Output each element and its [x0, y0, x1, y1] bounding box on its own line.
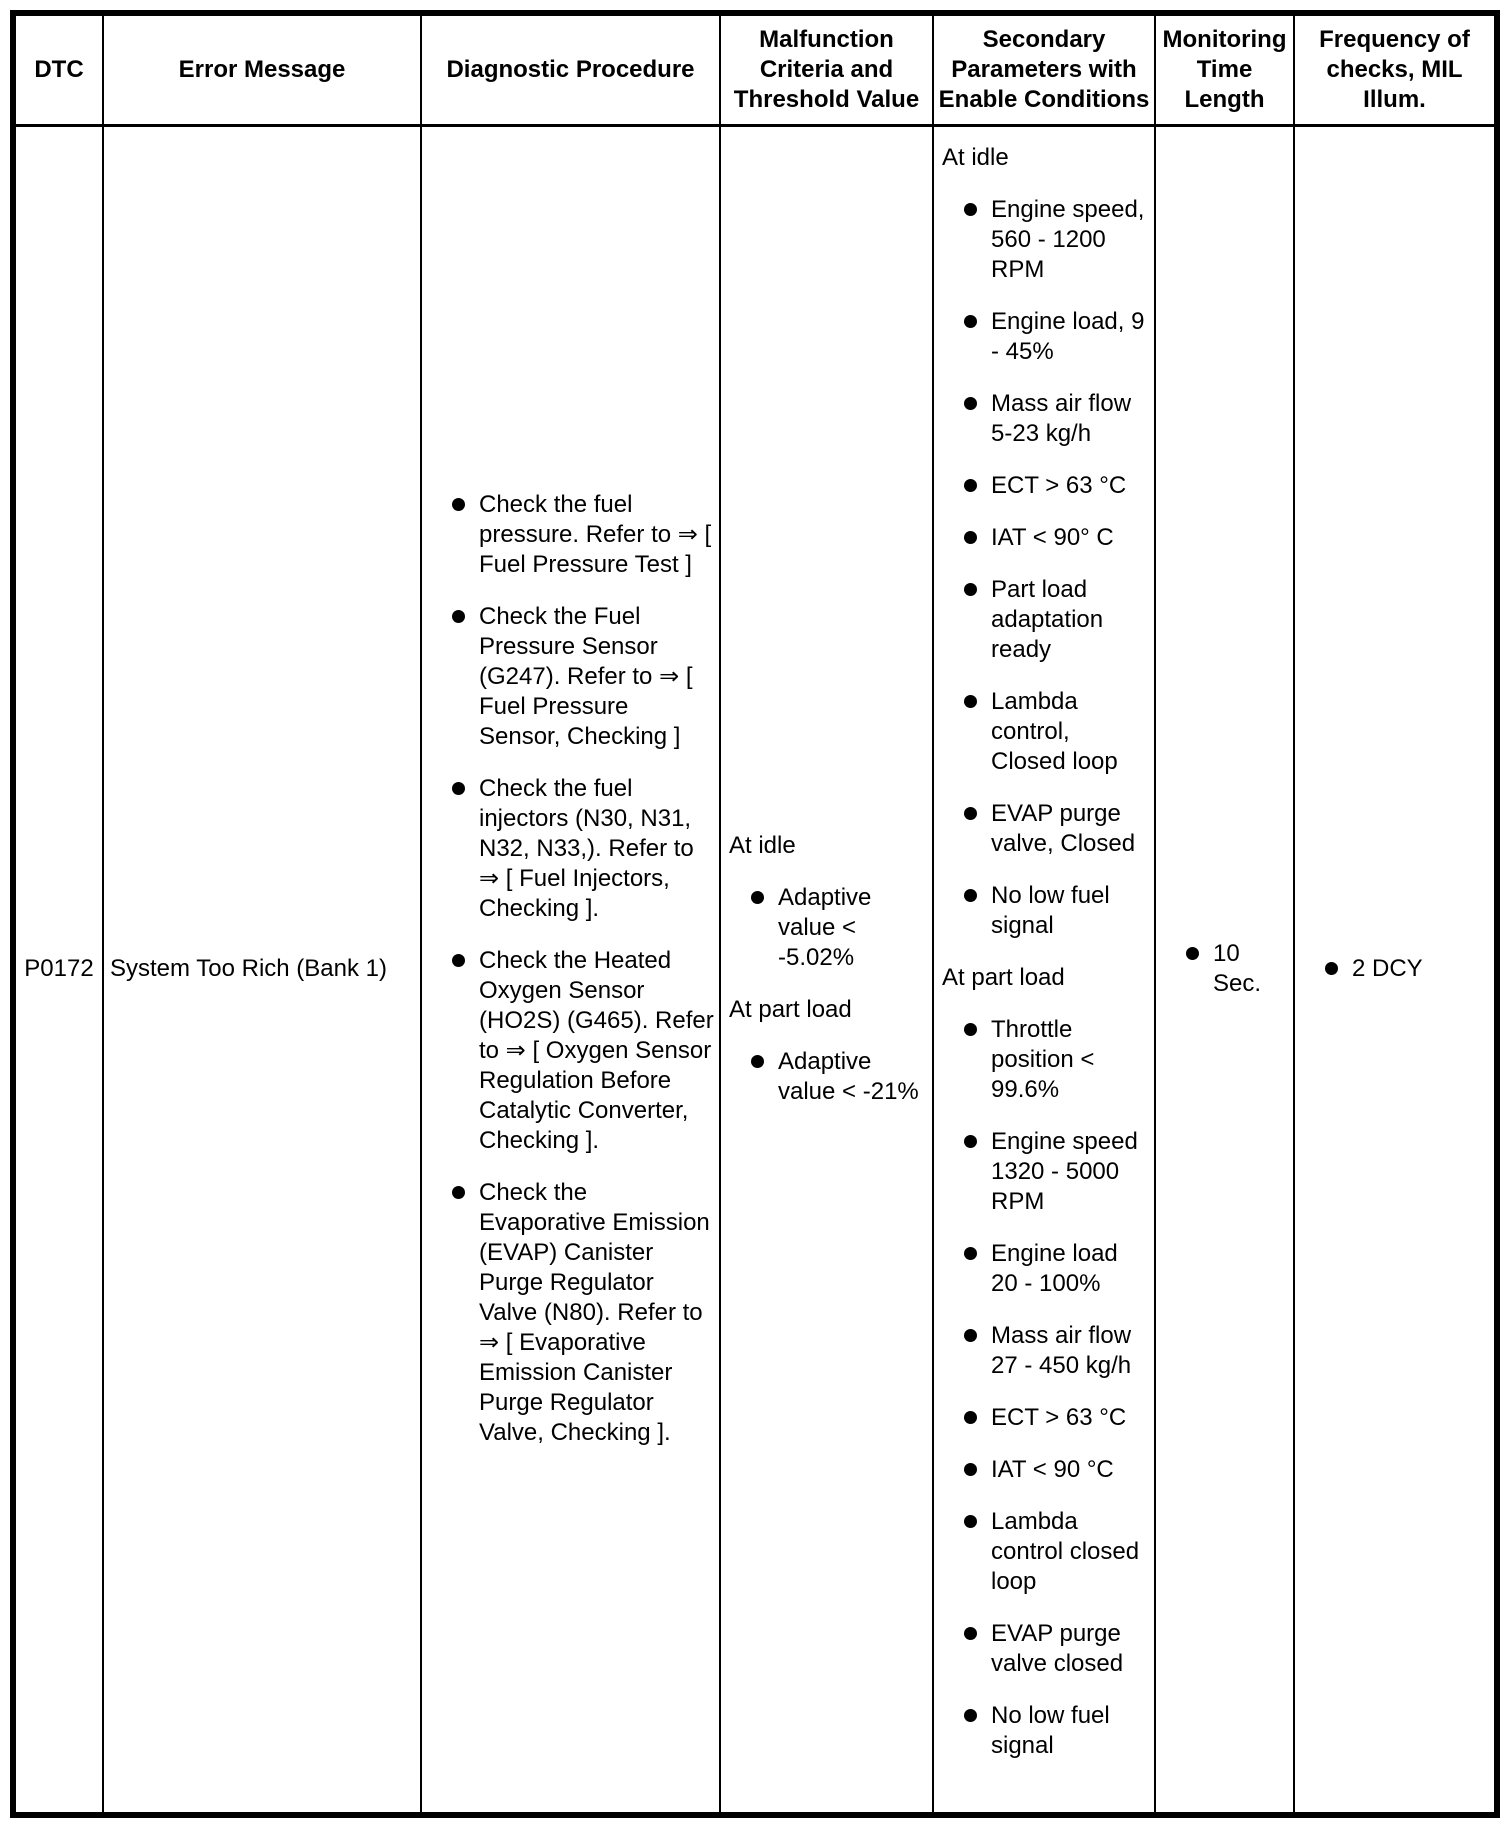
parameter-item — [938, 307, 1146, 367]
frequency-item — [1299, 954, 1490, 984]
bullet-icon — [964, 583, 977, 596]
parameter-item — [938, 1015, 1146, 1105]
header-diagnostic-procedure: Diagnostic Procedure — [421, 13, 720, 125]
parameter-item-text: Engine load 20 - 100% — [991, 1239, 1118, 1297]
frequency-text: 2 DCY — [1352, 955, 1423, 983]
parameter-item — [938, 1403, 1146, 1433]
cell-monitoring-time — [1155, 125, 1294, 1815]
parameter-item-text: Mass air flow 5-23 kg/h — [991, 389, 1132, 447]
criteria-group-label: At part load — [729, 996, 852, 1024]
bullet-icon — [452, 610, 465, 623]
procedure-item-text: Check the Evaporative Emission (EVAP) Canister Purge Regulator Valve (N80). Refer to ⇒ [ Evaporative Emission Canister Purge Regulator Valve, Checking ]. — [479, 1179, 710, 1447]
bullet-icon — [964, 1709, 977, 1722]
header-error-message: Error Message — [103, 13, 421, 125]
parameter-item — [938, 1455, 1146, 1485]
monitoring-time-text: 10 Sec. — [1213, 940, 1262, 998]
parameter-item — [938, 1239, 1146, 1299]
bullet-icon — [964, 1023, 977, 1036]
header-frequency-of-checks: Frequency of checks, MIL Illum. — [1294, 13, 1497, 125]
parameter-item-text: ECT > 63 °C — [991, 1403, 1127, 1431]
bullet-icon — [964, 695, 977, 708]
procedure-item — [426, 602, 715, 752]
cell-malfunction-criteria — [720, 125, 933, 1815]
parameter-item — [938, 1507, 1146, 1597]
parameter-item — [938, 881, 1146, 941]
criteria-item-text: Adaptive value < -5.02% — [778, 884, 872, 972]
parameter-item-text: No low fuel signal — [991, 881, 1110, 939]
bullet-icon — [452, 954, 465, 967]
parameter-item-text: Throttle position < 99.6% — [991, 1015, 1095, 1103]
header-secondary-parameters: Secondary Parameters with Enable Conditions — [933, 13, 1155, 125]
parameter-item — [938, 471, 1146, 501]
criteria-item — [725, 1047, 924, 1107]
bullet-icon — [964, 397, 977, 410]
procedure-item-text: Check the fuel injectors (N30, N31, N32, N33,). Refer to ⇒ [ Fuel Injectors, Checking ]. — [479, 775, 694, 923]
procedure-item-text: Check the Heated Oxygen Sensor (HO2S) (G465). Refer to ⇒ [ Oxygen Sensor Regulation Before Catalytic Converter, Checking ]. — [479, 947, 714, 1155]
parameter-item-text: Part load adaptation ready — [991, 575, 1104, 663]
bullet-icon — [751, 1055, 764, 1068]
bullet-icon — [964, 531, 977, 544]
parameter-item — [938, 575, 1146, 665]
cell-error-message — [103, 125, 421, 1815]
bullet-icon — [964, 203, 977, 216]
error-message: System Too Rich (Bank 1) — [110, 955, 387, 983]
bullet-icon — [964, 1411, 977, 1424]
parameter-item — [938, 1701, 1146, 1761]
parameter-item-text: ECT > 63 °C — [991, 471, 1127, 499]
bullet-icon — [964, 1247, 977, 1260]
parameter-item-text: EVAP purge valve, Closed — [991, 799, 1136, 857]
procedure-item-text: Check the fuel pressure. Refer to ⇒ [ Fuel Pressure Test ] — [479, 491, 712, 579]
header-monitoring-time: Monitoring Time Length — [1155, 13, 1294, 125]
table-header-row — [13, 13, 1497, 125]
cell-diagnostic-procedure — [421, 125, 720, 1815]
parameter-item — [938, 389, 1146, 449]
parameter-item — [938, 523, 1146, 553]
parameter-group-label: At idle — [942, 143, 1009, 171]
bullet-icon — [964, 1463, 977, 1476]
table-row — [13, 125, 1497, 1815]
parameter-item-text: Lambda control, Closed loop — [991, 687, 1118, 775]
criteria-item-text: Adaptive value < -21% — [778, 1048, 919, 1106]
parameter-item-text: Mass air flow 27 - 450 kg/h — [991, 1321, 1132, 1379]
bullet-icon — [964, 315, 977, 328]
bullet-icon — [1325, 962, 1338, 975]
parameter-item-text: EVAP purge valve closed — [991, 1619, 1124, 1677]
parameter-item-text: Engine load, 9 - 45% — [991, 307, 1145, 365]
criteria-group-label: At idle — [729, 832, 796, 860]
parameter-item-text: IAT < 90 °C — [991, 1455, 1114, 1483]
parameter-group-label: At part load — [942, 963, 1065, 991]
procedure-item — [426, 1178, 715, 1448]
bullet-icon — [751, 891, 764, 904]
cell-secondary-parameters — [933, 125, 1155, 1815]
parameter-item-text: Lambda control closed loop — [991, 1507, 1140, 1595]
bullet-icon — [452, 782, 465, 795]
bullet-icon — [1186, 947, 1199, 960]
procedure-item — [426, 774, 715, 924]
bullet-icon — [964, 1135, 977, 1148]
parameter-item-text: IAT < 90° C — [991, 523, 1114, 551]
monitoring-time-item — [1160, 939, 1289, 999]
parameter-item — [938, 1619, 1146, 1679]
procedure-item — [426, 490, 715, 580]
bullet-icon — [452, 1186, 465, 1199]
parameter-item — [938, 799, 1146, 859]
parameter-item — [938, 1127, 1146, 1217]
bullet-icon — [964, 1329, 977, 1342]
header-malfunction-criteria: Malfunction Criteria and Threshold Value — [720, 13, 933, 125]
bullet-icon — [964, 889, 977, 902]
cell-frequency-of-checks — [1294, 125, 1497, 1815]
dtc-table — [10, 10, 1500, 1818]
parameter-item-text: Engine speed, 560 - 1200 RPM — [991, 195, 1145, 283]
parameter-item — [938, 195, 1146, 285]
procedure-item — [426, 946, 715, 1156]
cell-dtc — [13, 125, 103, 1815]
bullet-icon — [964, 1515, 977, 1528]
parameter-item-text: Engine speed 1320 - 5000 RPM — [991, 1127, 1138, 1215]
dtc-code: P0172 — [24, 955, 94, 983]
parameter-item-text: No low fuel signal — [991, 1701, 1110, 1759]
header-dtc: DTC — [13, 13, 103, 125]
bullet-icon — [964, 1627, 977, 1640]
bullet-icon — [964, 807, 977, 820]
procedure-item-text: Check the Fuel Pressure Sensor (G247). Refer to ⇒ [ Fuel Pressure Sensor, Checking ] — [479, 603, 693, 751]
bullet-icon — [964, 479, 977, 492]
parameter-item — [938, 687, 1146, 777]
parameter-item — [938, 1321, 1146, 1381]
bullet-icon — [452, 498, 465, 511]
criteria-item — [725, 883, 924, 973]
